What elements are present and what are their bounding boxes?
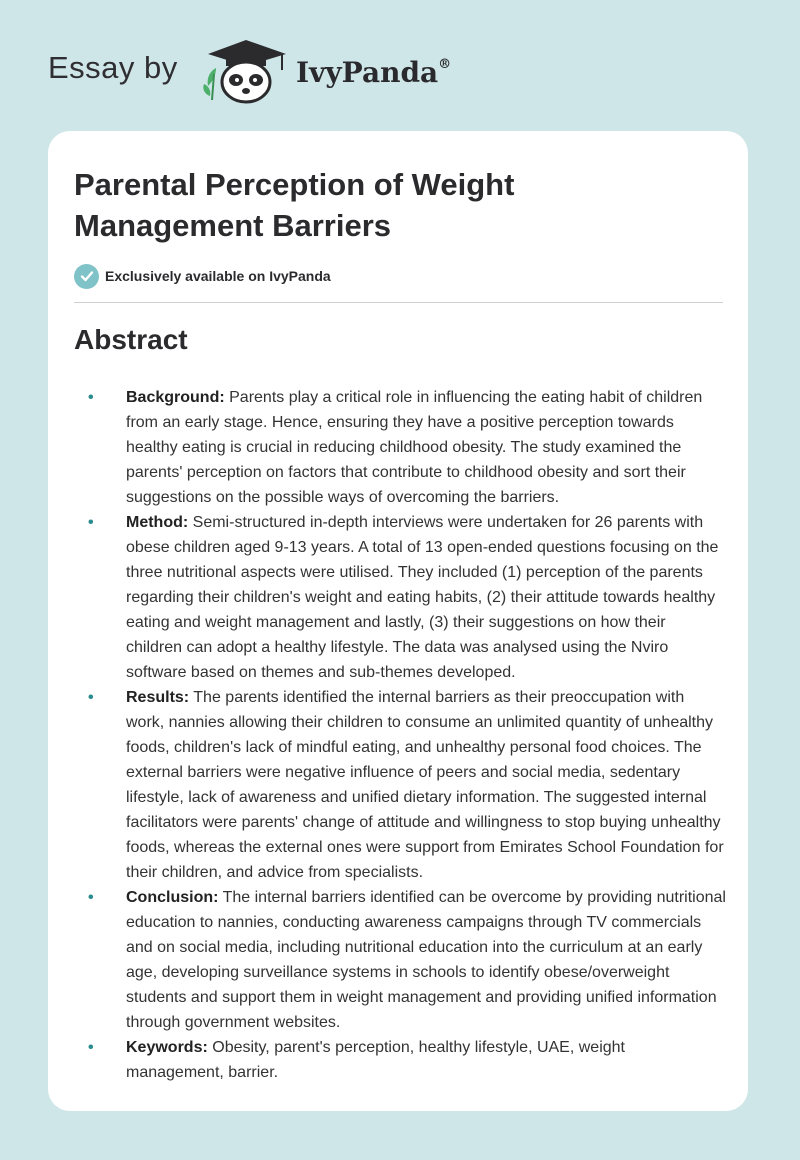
brand-text: IvyPanda bbox=[296, 56, 439, 89]
divider bbox=[74, 302, 723, 303]
list-item bbox=[48, 510, 726, 685]
bullet-icon: • bbox=[88, 389, 94, 406]
item-text: The internal barriers identified can be overcome by providing nutritional education to nannies, conducting awareness campaigns through TV commercials and on social media, including nutritional education into the curriculum at an early age, developing surveillance systems in schools to identify obese/overweight students and support them in weight management and providing unified information through government websites. bbox=[126, 889, 726, 1031]
item-text: Semi-structured in-depth interviews were undertaken for 26 parents with obese children aged 9-13 years. A total of 13 open-ended questions focusing on the three nutritional aspects were utilised. They included (1) perception of the parents regarding their children's weight and eating habits, (2) their attitude towards healthy eating and weight management and lastly, (3) their suggestions on how their children can adopt a healthy lifestyle. The data was analysed using the Nviro software based on themes and sub-themes developed. bbox=[126, 514, 719, 681]
essay-card bbox=[48, 131, 748, 1111]
exclusive-badge bbox=[74, 263, 331, 289]
abstract-list bbox=[48, 385, 748, 1085]
bullet-icon: • bbox=[88, 514, 94, 531]
panda-logo-icon[interactable] bbox=[200, 36, 292, 108]
item-text: Parents play a critical role in influencing the eating habit of children from an early stage. Hence, ensuring they have a positive perception towards healthy eating is crucial in reducing childhood obesity. The study examined the parents' perception on factors that contribute to childhood obesity and sort their suggestions on the possible ways of overcoming the barriers. bbox=[126, 389, 703, 506]
essay-by-label: Essay by bbox=[48, 50, 178, 85]
item-label: Conclusion: bbox=[126, 889, 219, 906]
brand-name[interactable] bbox=[296, 56, 451, 89]
item-label: Results: bbox=[126, 689, 190, 706]
list-item bbox=[48, 385, 726, 510]
list-item bbox=[48, 685, 726, 885]
item-label: Method: bbox=[126, 514, 189, 531]
page-title: Parental Perception of Weight Management Barriers bbox=[74, 167, 515, 243]
item-text: The parents identified the internal barriers as their preoccupation with work, nannies allowing their children to consume an unlimited quantity of unhealthy foods, children's lack of mindful eating, and unhealthy personal food choices. The external barriers were negative influence of peers and social media, sedentary lifestyle, lack of awareness and unified dietary information. The suggested internal facilitators were parents' change of attitude and willingness to stop buying unhealthy foods, whereas the external ones were support from Emirates School Foundation for their children, and advice from specialists. bbox=[126, 689, 724, 881]
bullet-icon: • bbox=[88, 889, 94, 906]
site-header bbox=[48, 36, 748, 110]
check-circle-icon bbox=[74, 264, 99, 289]
registered-mark: ® bbox=[438, 56, 452, 72]
badge-label: Exclusively available on IvyPanda bbox=[105, 268, 331, 284]
item-label: Background: bbox=[126, 389, 225, 406]
bullet-icon: • bbox=[88, 689, 94, 706]
bullet-icon: • bbox=[88, 1039, 94, 1056]
section-title: Abstract bbox=[74, 324, 188, 355]
list-item bbox=[48, 1035, 726, 1085]
item-label: Keywords: bbox=[126, 1039, 208, 1056]
list-item bbox=[48, 885, 726, 1035]
item-text: Obesity, parent's perception, healthy lifestyle, UAE, weight management, barrier. bbox=[126, 1039, 625, 1081]
